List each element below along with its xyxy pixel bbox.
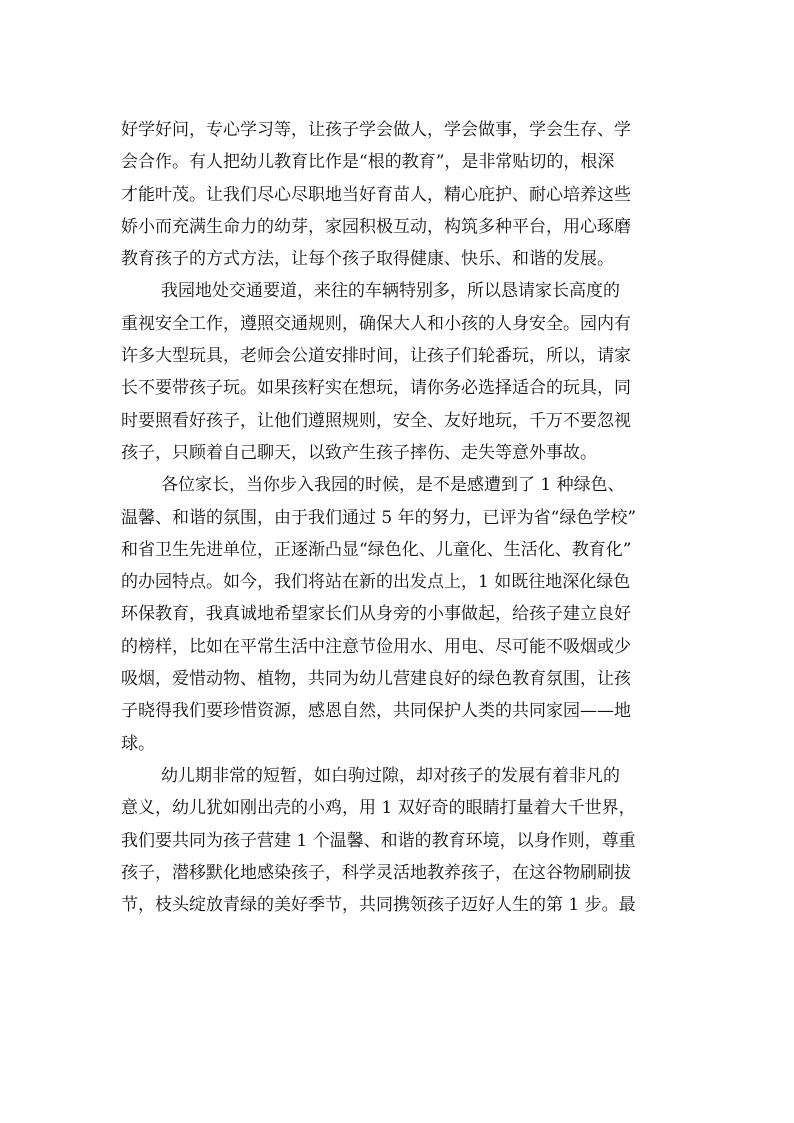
paragraph-safety-line-5: 时要照看好孩子，让他们遵照规则，安全、友好地玩，千万不要忽视	[121, 410, 631, 431]
paragraph-green-line-5: 环保教育，我真诚地希望家长们从身旁的小事做起，给孩子建立良好	[121, 604, 631, 625]
document-body	[121, 118, 673, 925]
paragraph-safety-line-3: 许多大型玩具，老师会公道安排时间，让孩子们轮番玩，所以，请家	[121, 346, 631, 367]
paragraph-green-line-3: 和省卫生先进单位，正逐渐凸显“绿色化、儿童化、生活化、教育化”	[121, 539, 632, 560]
paragraph-childhood-line-3: 我们要共同为孩子营建 1 个温馨、和谐的教育环境，以身作则，尊重	[121, 830, 636, 851]
paragraph-safety-line-6: 孩子，只顾着自己聊天，以致产生孩子摔伤、走失等意外事故。	[121, 442, 597, 463]
paragraph-safety-line-1: 我园地处交通要道，来往的车辆特别多，所以恳请家长高度的	[161, 281, 620, 302]
paragraph-safety-line-4: 长不要带孩子玩。如果孩籽实在想玩，请你务必选择适合的玩具，同	[121, 378, 631, 399]
text-line-1: 好学好问，专心学习等，让孩子学会做人，学会做事，学会生存、学	[121, 120, 631, 140]
text-line-4: 娇小而充满生命力的幼芽，家园积极互动，构筑多种平台，用心琢磨	[121, 216, 631, 237]
paragraph-green-line-1: 各位家长，当你步入我园的时候，是不是感遭到了 1 种绿色、	[161, 475, 625, 496]
paragraph-green-line-2: 温馨、和谐的氛围，由于我们通过 5 年的努力，已评为省“绿色学校”	[121, 507, 637, 528]
text-line-2: 会合作。有人把幼儿教育比作是“根的教育”，是非常贴切的，根深	[121, 152, 615, 173]
text-line-3: 才能叶茂。让我们尽心尽职地当好育苗人，精心庇护、耐心培养这些	[121, 184, 631, 205]
paragraph-childhood-line-5: 节，枝头绽放青绿的美好季节，共同携领孩子迈好人生的第 1 步。最	[121, 895, 636, 916]
paragraph-childhood-line-4: 孩子，潜移默化地感染孩子，科学灵活地教养孩子，在这谷物刷刷拔	[121, 862, 631, 883]
paragraph-childhood-line-2: 意义，幼儿犹如刚出壳的小鸡，用 1 双好奇的眼睛打量着大千世界，	[121, 798, 636, 819]
paragraph-childhood-line-1: 幼儿期非常的短暂，如白驹过隙，却对孩子的发展有着非凡的	[161, 765, 620, 786]
paragraph-green-line-6: 的榜样，比如在平常生活中注意节俭用水、用电、尽可能不吸烟或少	[121, 636, 631, 657]
paragraph-green-line-7: 吸烟，爱惜动物、植物，共同为幼儿营建良好的绿色教育氛围，让孩	[121, 669, 631, 690]
paragraph-safety-line-2: 重视安全工作，遵照交通规则，确保大人和小孩的人身安全。园内有	[121, 313, 631, 334]
paragraph-green-line-9: 球。	[121, 733, 155, 754]
paragraph-green-line-8: 子晓得我们要珍惜资源，感恩自然，共同保护人类的共同家园——地	[121, 701, 631, 722]
text-line-5: 教育孩子的方式方法，让每个孩子取得健康、快乐、和谐的发展。	[121, 249, 614, 270]
paragraph-green-line-4: 的办园特点。如今，我们将站在新的出发点上，1 如既往地深化绿色	[121, 572, 631, 593]
